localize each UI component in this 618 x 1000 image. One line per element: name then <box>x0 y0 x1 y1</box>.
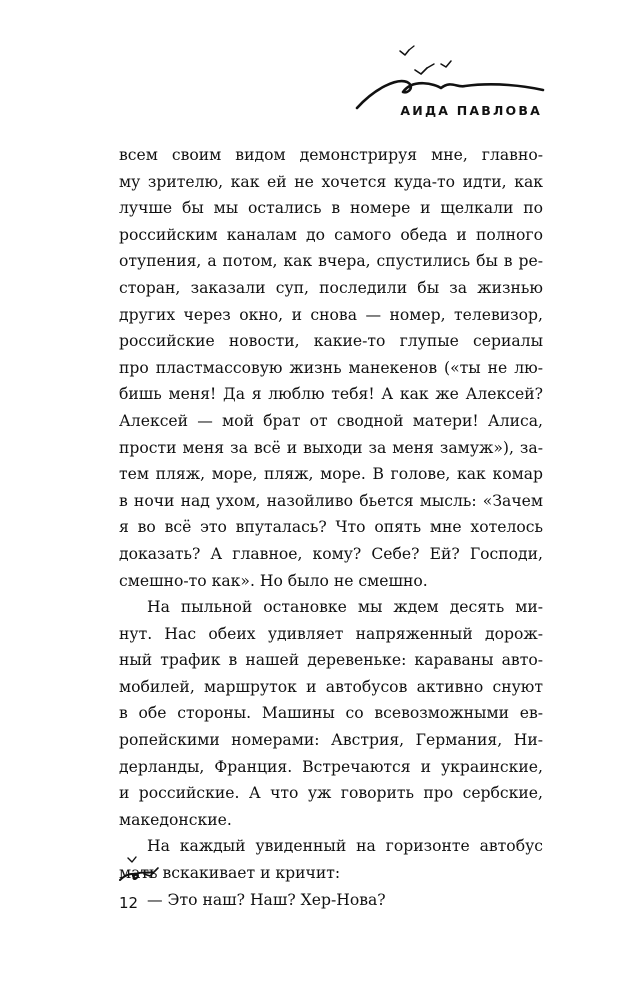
text-line: прости меня за всё и выходи за меня замуж»), за- <box>119 438 543 457</box>
text-line: мать вскакивает и кричит: <box>119 864 341 883</box>
text-line: бишь меня! Да я люблю тебя! А как же Алексей? <box>119 385 543 404</box>
text-line: в обе стороны. Машины со всевозможными ев- <box>119 704 543 723</box>
text-line: про пластмассовую жизнь манекенов («ты не лю- <box>119 358 543 377</box>
page-number: 12 <box>119 894 139 912</box>
text-line: я во всё это впуталась? Что опять мне хотелось <box>119 518 543 537</box>
text-line: На каждый увиденный на горизонте автобус <box>147 837 543 856</box>
running-head-author: АИДА ПАВЛОВА <box>400 103 542 118</box>
text-line: сторан, заказали суп, последили бы за жизнью <box>119 278 543 297</box>
text-line: доказать? А главное, кому? Себе? Ей? Господи, <box>119 544 543 563</box>
text-line: российские новости, какие-то глупые сериалы <box>119 332 543 351</box>
text-line: нут. Нас обеих удивляет напряженный дорож- <box>119 624 543 643</box>
text-line: мобилей, маршруток и автобусов активно снуют <box>119 677 543 696</box>
text-line: На пыльной остановке мы ждем десять ми- <box>147 598 543 617</box>
text-line: македонские. <box>119 810 232 829</box>
body-text <box>119 142 543 913</box>
text-line: дерланды, Франция. Встречаются и украинские, <box>119 757 543 776</box>
text-line: других через окно, и снова — номер, телевизор, <box>119 305 543 324</box>
text-line: — Это наш? Наш? Хер-Нова? <box>147 890 386 909</box>
text-line: му зрителю, как ей не хочется куда-то идти, как <box>119 172 543 191</box>
text-line: и российские. А что уж говорить про сербские, <box>119 784 543 803</box>
text-line: Алексей — мой брат от сводной матери! Алиса, <box>119 411 543 430</box>
text-line: лучше бы мы остались в номере и щелкали по <box>119 199 543 218</box>
text-line: отупения, а потом, как вчера, спустились бы в ре- <box>119 252 543 271</box>
text-line: всем своим видом демонстрируя мне, главно- <box>119 146 543 164</box>
text-line: смешно-то как». Но было не смешно. <box>119 571 428 590</box>
text-line: ропейскими номерами: Австрия, Германия, Ни- <box>119 731 543 750</box>
text-line: в ночи над ухом, назойливо бьется мысль: «Зачем <box>119 491 543 510</box>
text-line: российским каналам до самого обеда и полного <box>119 225 543 244</box>
text-line: тем пляж, море, пляж, море. В голове, как комар <box>119 465 543 484</box>
text-line: ный трафик в нашей деревеньке: караваны авто- <box>119 651 543 670</box>
bird-icon <box>114 854 168 888</box>
